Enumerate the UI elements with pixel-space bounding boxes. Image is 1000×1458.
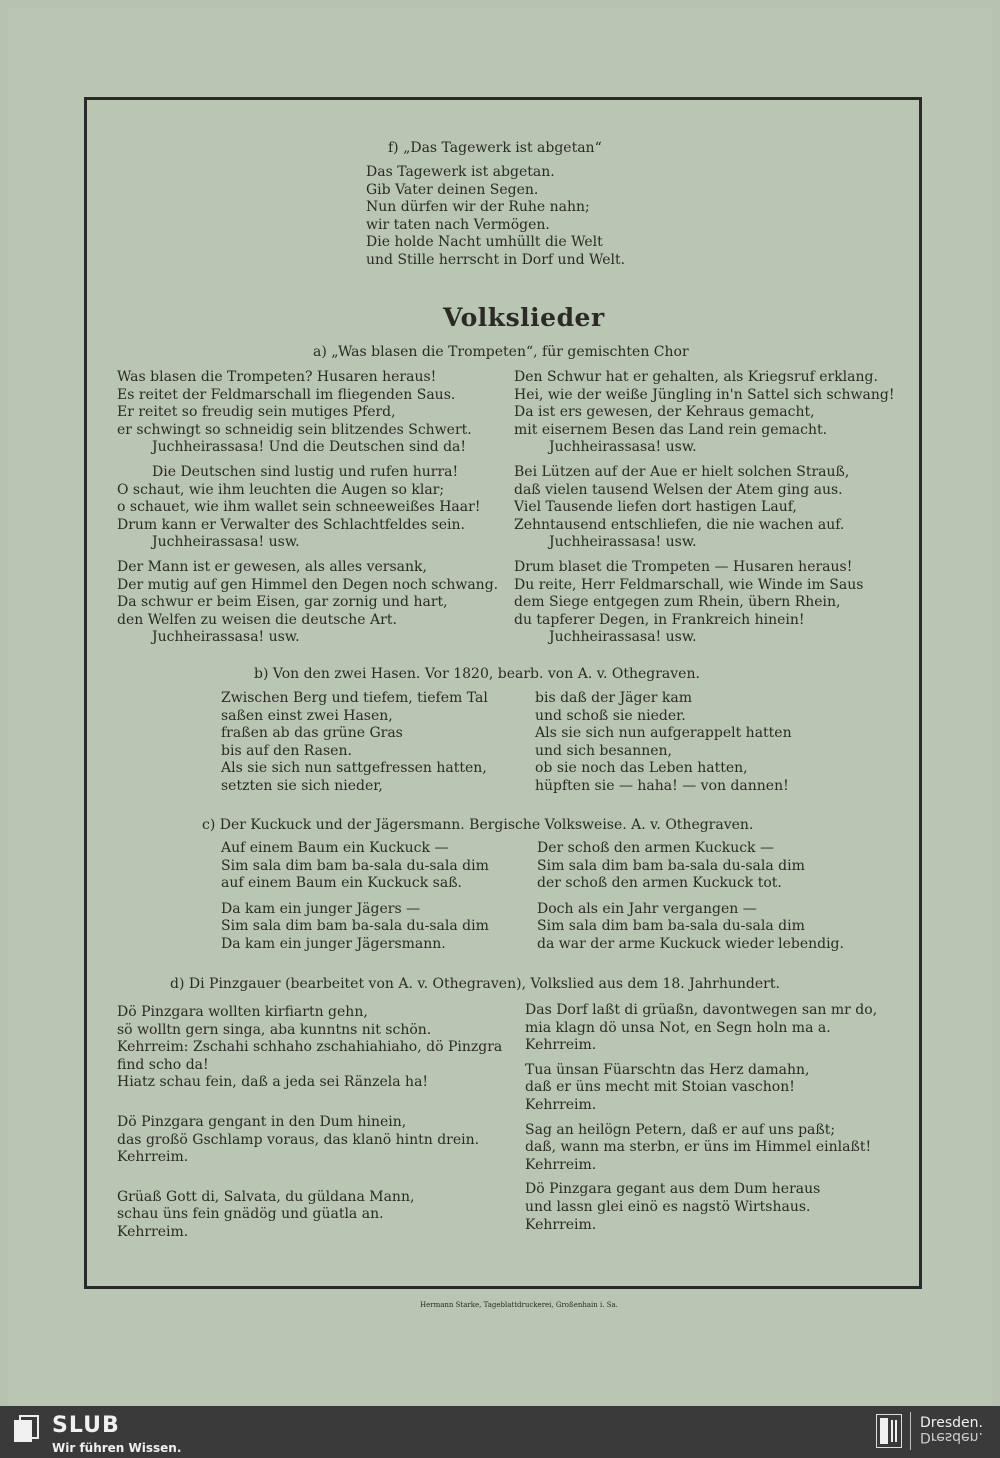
verse-line: Das Dorf laßt di grüaßn, davontwegen san mr do, (525, 1002, 878, 1018)
verse-line: und schoß sie nieder. (535, 707, 686, 724)
verse-line: Er reitet so freudig sein mutiges Pferd, (117, 404, 396, 421)
verse-line: Sim sala dim bam ba-sala du-sala dim (221, 918, 489, 935)
verse-line: Sag an heilögn Petern, daß er auf uns paßt; (525, 1121, 836, 1138)
verse-line: Kehrreim. (525, 1156, 597, 1173)
verse-line: Der schoß den armen Kuckuck — (537, 840, 774, 856)
verse-line: Doch als ein Jahr vergangen — (537, 900, 757, 917)
verse-line: bis daß der Jäger kam (535, 690, 693, 706)
verse-line: Gib Vater deinen Segen. (366, 181, 539, 198)
kuckuck-heading: c) Der Kuckuck und der Jägersmann. Bergische Volksweise. A. v. Othegraven. (202, 817, 754, 833)
tagewerk-heading: f) „Das Tagewerk ist abgetan“ (388, 140, 602, 156)
verse-line: setzten sie sich nieder, (221, 777, 383, 794)
hasen-right-column (535, 690, 792, 796)
verse-line: Hei, wie der weiße Jüngling in'n Sattel sich schwang! (514, 386, 895, 403)
kuckuck-left-column (221, 840, 489, 954)
hasen-heading: b) Von den zwei Hasen. Vor 1820, bearb. von A. v. Othegraven. (254, 666, 700, 682)
verse-line: Das Tagewerk ist abgetan. (366, 164, 555, 180)
verse-line: Bei Lützen auf der Aue er hielt solchen Strauß, (514, 463, 850, 480)
verse-line: Kehrreim. (525, 1037, 597, 1054)
verse-line: mia klagn dö unsa Not, en Segn holn ma a. (525, 1019, 831, 1036)
verse-line: Kehrreim. (525, 1216, 597, 1233)
footer-separator (910, 1412, 911, 1450)
verse-line: daß, wann ma sterbn, er üns im Himmel einlaßt! (525, 1139, 872, 1156)
dresden-wordmark: Dresden. (920, 1415, 983, 1431)
dresden-logo[interactable] (920, 1416, 983, 1444)
verse-line: Kehrreim: Zschahi schhaho zschahiahiaho, dö Pinzgra (117, 1039, 503, 1056)
verse-line: Grüaß Gott di, Salvata, du güldana Mann, (117, 1188, 415, 1205)
verse-line: auf einem Baum ein Kuckuck saß. (221, 875, 463, 892)
slub-brand[interactable]: SLUB (52, 1413, 120, 1438)
verse-line: Sim sala dim bam ba-sala du-sala dim (221, 857, 489, 874)
verse-line: Sim sala dim bam ba-sala du-sala dim (537, 857, 805, 874)
verse-line: Dö Pinzgara wollten kirfiartn gehn, (117, 1004, 368, 1020)
verse-line: daß vielen tausend Welsen der Atem ging aus. (514, 481, 843, 498)
verse-line: wir taten nach Vermögen. (366, 216, 550, 233)
trompeten-left-column (117, 369, 498, 647)
verse-line: Sim sala dim bam ba-sala du-sala dim (537, 918, 805, 935)
tagewerk-verse (366, 164, 625, 270)
refrain-line: Juchheirassasa! usw. (549, 534, 697, 551)
slub-motto: Wir führen Wissen. (52, 1441, 182, 1455)
verse-line: fraßen ab das grüne Gras (221, 725, 403, 742)
verse-line: das großö Gschlamp voraus, das klanö hintn drein. (117, 1131, 480, 1148)
verse-line: ob sie noch das Leben hatten, (535, 760, 748, 777)
slub-logo-icon (12, 1414, 40, 1444)
verse-line: Da kam ein junger Jägers — (221, 900, 421, 917)
verse-line: Als sie sich nun sattgefressen hatten, (221, 760, 487, 777)
verse-line: Der mutig auf gen Himmel den Degen noch schwang. (117, 576, 499, 593)
verse-line: Kehrreim. (117, 1223, 189, 1240)
dresden-crest-icon (876, 1414, 902, 1448)
verse-line: Tua ünsan Füarschtn das Herz damahn, (525, 1061, 810, 1078)
verse-line: find scho da! (117, 1056, 209, 1073)
footer-bar (0, 1406, 1000, 1458)
verse-line: Du reite, Herr Feldmarschall, wie Winde im Saus (514, 576, 864, 593)
verse-line: dem Siege entgegen zum Rhein, übern Rhein, (514, 594, 841, 611)
verse-line: Den Schwur hat er gehalten, als Kriegsruf erklang. (514, 369, 878, 385)
verse-line: mit eisernem Besen das Land rein gemacht. (514, 421, 828, 438)
pinzgauer-right-column (525, 1002, 877, 1234)
trompeten-right-column (514, 369, 894, 647)
verse-line: und lassn glei einö es nagstö Wirtshaus. (525, 1198, 811, 1215)
verse-line: daß er üns mecht mit Stoian vaschon! (525, 1079, 795, 1096)
verse-line: Da schwur er beim Eisen, gar zornig und hart, (117, 594, 448, 611)
verse-line: hüpften sie — haha! — von dannen! (535, 777, 789, 794)
verse-line: schau üns fein gnädög und güatla an. (117, 1206, 384, 1223)
verse-line: Drum blaset die Trompeten — Husaren heraus! (514, 558, 853, 575)
verse-line: er schwingt so schneidig sein blitzendes Schwert. (117, 421, 472, 438)
verse-line: Nun dürfen wir der Ruhe nahn; (366, 199, 590, 216)
verse-line: den Welfen zu weisen die deutsche Art. (117, 611, 397, 628)
verse-line: Kehrreim. (117, 1149, 189, 1166)
verse-line: Dö Pinzgara gengant in den Dum hinein, (117, 1113, 407, 1130)
refrain-line: Juchheirassasa! usw. (549, 439, 697, 456)
page-title: Volkslieder (443, 303, 605, 332)
verse-line: Es reitet der Feldmarschall im fliegenden Saus. (117, 386, 456, 403)
verse-line: o schauet, wie ihm wallet sein schneeweißes Haar! (117, 499, 481, 516)
verse-line: Die holde Nacht umhüllt die Welt (366, 234, 603, 251)
dresden-wordmark-mirror: Dresden. (920, 1429, 983, 1445)
verse-line: du tapferer Degen, in Frankreich hinein! (514, 611, 805, 628)
verse-line: Viel Tausende liefen dort hastigen Lauf, (514, 499, 797, 516)
verse-line: Die Deutschen sind lustig und rufen hurra! (152, 463, 459, 480)
verse-line: Kehrreim. (525, 1096, 597, 1113)
verse-line: und sich besannen, (535, 742, 672, 759)
refrain-line: Juchheirassasa! usw. (152, 534, 300, 551)
verse-line: Drum kann er Verwalter des Schlachtfeldes sein. (117, 516, 465, 533)
pinzgauer-left-column (117, 1004, 502, 1242)
kuckuck-right-column (537, 840, 844, 954)
verse-line: und Stille herrscht in Dorf und Welt. (366, 251, 626, 268)
hasen-left-column (221, 690, 488, 796)
verse-line: der schoß den armen Kuckuck tot. (537, 875, 782, 892)
verse-line: Der Mann ist er gewesen, als alles versank, (117, 558, 427, 575)
verse-line: Was blasen die Trompeten? Husaren heraus! (117, 369, 437, 385)
verse-line: da war der arme Kuckuck wieder lebendig. (537, 935, 844, 952)
verse-line: Zwischen Berg und tiefem, tiefem Tal (221, 690, 488, 706)
verse-line: Dö Pinzgara gegant aus dem Dum heraus (525, 1181, 821, 1198)
verse-line: Auf einem Baum ein Kuckuck — (221, 840, 449, 856)
refrain-line: Juchheirassasa! Und die Deutschen sind da! (152, 439, 467, 456)
pinzgauer-heading: d) Di Pinzgauer (bearbeitet von A. v. Othegraven), Volkslied aus dem 18. Jahrhundert. (170, 976, 780, 992)
verse-line: Da kam ein junger Jägersmann. (221, 935, 446, 952)
verse-line: Hiatz schau fein, daß a jeda sei Ränzela ha! (117, 1074, 429, 1091)
verse-line: sö wolltn gern singa, aba kunntns nit schön. (117, 1021, 432, 1038)
printer-imprint: Hermann Starke, Tageblattdruckerei, Großenhain i. Sa. (420, 1301, 618, 1309)
verse-line: Als sie sich nun aufgerappelt hatten (535, 725, 792, 742)
verse-line: saßen einst zwei Hasen, (221, 707, 393, 724)
verse-line: O schaut, wie ihm leuchten die Augen so klar; (117, 481, 445, 498)
refrain-line: Juchheirassasa! usw. (549, 629, 697, 646)
trompeten-heading: a) „Was blasen die Trompeten“, für gemischten Chor (313, 344, 689, 360)
verse-line: Da ist ers gewesen, der Kehraus gemacht, (514, 404, 815, 421)
refrain-line: Juchheirassasa! usw. (152, 629, 300, 646)
verse-line: Zehntausend entschliefen, die nie wachen auf. (514, 516, 845, 533)
verse-line: bis auf den Rasen. (221, 742, 352, 759)
